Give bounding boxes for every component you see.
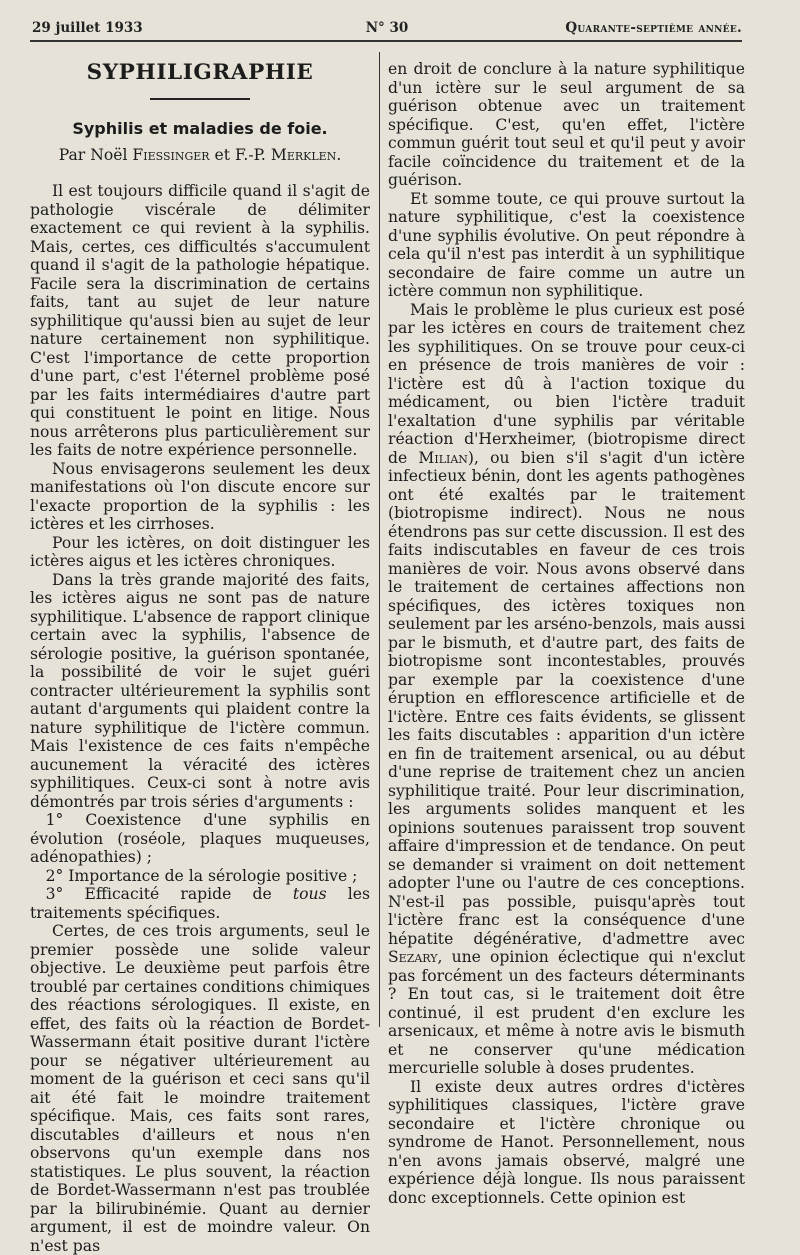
list-text: les traitements spécifiques.: [30, 885, 370, 922]
paragraph-text: ), ou bien s'il s'agit d'un ictère infectieux bénin, dont les agents pathogènes ont été exaltés par le traitement (biotropisme indirect). Nous ne nous étendrons pas sur cette discussion. Il est des faits indiscutables en faveur de ces trois manières de voir. Nous avons observé dans le traitement de certaines affections non spécifiques, des ictères toxiques non seulement par les arséno-benzols, mais aussi par le bismuth, et d'autre part, des faits de biotropisme sont incontestables, prouvés par exemple par la coexistence d'une éruption en efflorescence artificielle et de l'ictère. Entre ces faits évidents, se glissent les faits discutables : apparition d'un ictère en fin de traitement arsenical, ou au début d'une reprise de traitement chez un ancien syphilitique traité. Pour leur discrimination, les arguments solides manquent et les opinions soutenues paraissent trop souvent affaire d'impression et de tendance. On peut se demander si vraiment on doit nettement adopter l'une ou l'autre de ces conceptions. N'est-il pas possible, puisqu'après tout l'ictère franc est la conséquence d'une hépatite dégénérative, d'admettre avec: [388, 448, 745, 948]
list-number: 2°: [45, 866, 64, 885]
list-text: Importance de la sérologie positive ;: [63, 866, 358, 885]
header-date: 29 juillet 1933: [32, 20, 143, 36]
section-title: SYPHILIGRAPHIE: [86, 60, 314, 85]
article-title: Syphilis et maladies de foie.: [72, 119, 328, 138]
author-sezary: Sezary: [388, 948, 438, 966]
paragraph-probleme: [388, 301, 745, 1078]
left-column: [30, 60, 370, 1255]
paragraph-autres-ordres: Il existe deux autres ordres d'ictères syphilitiques classiques, l'ictère grave secondaire et l'ictère chronique ou syndrome de Hanot. Personnellement, nous n'en avons jamais observé, malgré une expérience déjà longue. Ils nous paraissent donc exceptionnels. Cette opinion est: [388, 1077, 745, 1207]
paragraph-continuation: en droit de conclure à la nature syphilitique d'un ictère sur le seul argument de sa guérison obtenue avec un traitement spécifique. C'est, qu'en effet, l'ictère commun guérit tout seul et qu'il peut y avoir facile coïncidence du traitement et de la guérison.: [388, 60, 745, 189]
right-column: [388, 60, 745, 1207]
list-text: Coexistence d'une syphilis en évolution (roséole, plaques muqueuses, adénopathies) ;: [30, 811, 370, 866]
list-number: 3°: [45, 885, 64, 903]
emphasis-tous: tous: [292, 885, 327, 903]
list-item: [30, 885, 370, 922]
byline-and: et F.-P.: [209, 145, 271, 164]
byline-end: .: [336, 145, 342, 164]
paragraph-text: , une opinion éclectique qui n'exclut pas forcément un des facteurs déterminants ? En tout cas, si le traitement doit être continué, il est prudent d'en exclure les arsenicaux, et même à notre avis le bismuth et ne conserver qu'une médication mercurielle soluble à doses prudentes.: [388, 948, 745, 1077]
list-item: [30, 811, 370, 867]
header-rule: [30, 40, 742, 42]
paragraph-certes: Certes, de ces trois arguments, seul le premier possède une solide valeur objective. Le deuxième peut parfois être troublé par certaines conditions chimiques des réactions sérologiques. Il existe, en effet, des faits où la réaction de Bordet-Wassermann était positive durant l'ictère pour se négativer ultérieurement au moment de la guérison et ceci sans qu'il ait été fait le moindre traitement spécifique. Mais, ces faits sont rares, discutables d'ailleurs et nous n'en observons qu'un exemple dans nos statistiques. Le plus souvent, la réaction de Bordet-Wassermann n'est pas troublée par la bilirubinémie. Quant au dernier argument, il est de moindre valeur. On n'est pas: [30, 922, 370, 1255]
header-issue-number: N° 30: [365, 20, 409, 36]
title-rule: [150, 98, 250, 100]
paragraph-somme-toute: Et somme toute, ce qui prouve surtout la nature syphilitique, c'est la coexistence d'une syphilis évolutive. On peut répondre à cela qu'il n'est pas interdit à un syphilitique secondaire de faire comme un autre un ictère commun non syphilitique.: [388, 189, 745, 300]
page-header: [32, 20, 742, 40]
paragraph-text: Mais le problème le plus curieux est posé par les ictères en cours de traitement chez les syphilitiques. On se trouve pour ceux-ci en présence de trois manières de voir : l'ictère est dû à l'action toxique du médicament, ou bien l'ictère traduit l'exaltation d'une syphilis par véritable réaction d'Herxheimer, (biotropisme direct de: [388, 300, 745, 467]
paragraph-intro: Il est toujours difficile quand il s'agit de pathologie viscérale de délimiter exactement ce qui revient à la syphilis. Mais, certes, ces difficultés s'accumulent quand il s'agit de la pathologie hépatique. Facile sera la discrimination de certains faits, tant au sujet de leur nature syphilitique qu'aussi bien au sujet de leur nature certainement non syphilitique. C'est l'importance de cette proportion d'une part, c'est l'éternel problème posé par les faits intermédiaires d'autre part qui constituent le point en litige. Nous nous arrêterons plus particulièrement sur les faits de notre expérience personnelle.: [30, 182, 370, 459]
author-milian: Milian: [418, 448, 468, 467]
paragraph-majorite: Dans la très grande majorité des faits, les ictères aigus ne sont pas de nature syphilitique. L'absence de rapport clinique certain avec la syphilis, l'absence de sérologie positive, la guérison spontanée, la possibilité de voir le sujet guéri contracter ultérieurement la syphilis sont autant d'arguments qui plaident contre la nature syphilitique de l'ictère commun. Mais l'existence de ces faits n'empêche aucunement la véracité des ictères syphilitiques. Ceux-ci sont à notre avis démontrés par trois séries d'arguments :: [30, 570, 370, 811]
author-fiessinger: Fiessinger: [132, 145, 210, 164]
header-volume: Quarante-septième année.: [565, 20, 742, 36]
paragraph-manifestations: Nous envisagerons seulement les deux manifestations où l'on discute encore sur l'exacte proportion de la syphilis : les ictères et les cirrhoses.: [30, 459, 370, 533]
paragraph-icteres: Pour les ictères, on doit distinguer les ictères aigus et les ictères chroniques.: [30, 533, 370, 570]
list-number: 1°: [45, 811, 64, 829]
column-divider: [379, 52, 380, 1027]
byline-prefix: Par Noël: [58, 145, 133, 164]
list-item: [30, 867, 370, 886]
list-text: Efficacité rapide de: [63, 885, 293, 903]
author-merklen: Merklen: [270, 145, 337, 164]
byline: [30, 146, 370, 165]
